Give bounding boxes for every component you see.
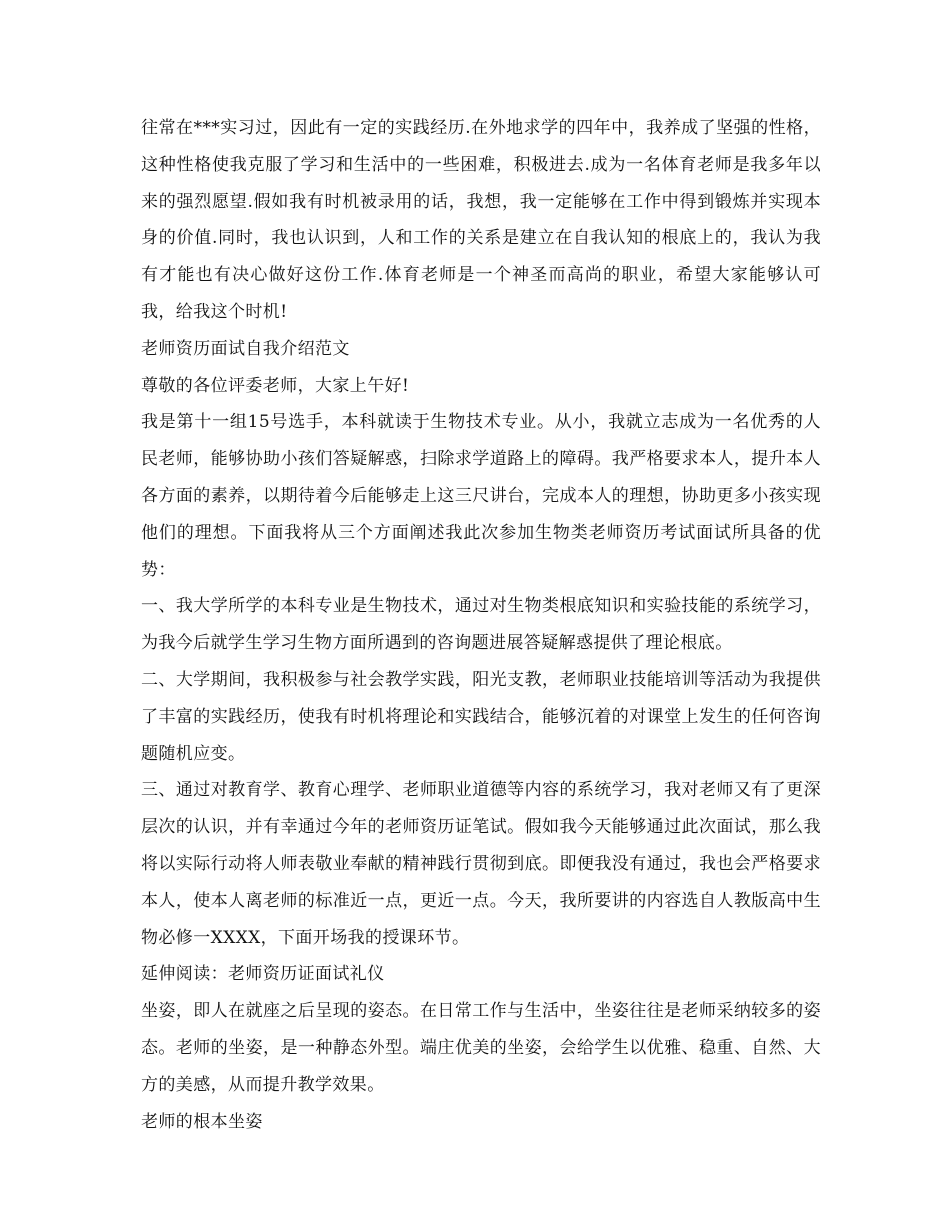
document-body bbox=[141, 110, 821, 1140]
paragraph-advantage-one: 一、我大学所学的本科专业是生物技术，通过对生物类根底知识和实验技能的系统学习，为我今后就学生学习生物方面所遇到的咨询题进展答疑解惑提供了理论根底。 bbox=[141, 596, 821, 654]
paragraph-advantage-three: 三、通过对教育学、教育心理学、老师职业道德等内容的系统学习，我对老师又有了更深层次的认识，并有幸通过今年的老师资历证笔试。假如我今天能够通过此次面试，那么我将以实际行动将人师表敬业奉献的精神践行贯彻到底。即便我没有通过，我也会严格要求本人，使本人离老师的标准近一点，更近一点。今天，我所要讲的内容选自人教版高中生物必修一XXXX，下面开场我的授课环节。 bbox=[141, 780, 821, 948]
section-heading-further-reading: 延伸阅读：老师资历证面试礼仪 bbox=[141, 964, 385, 985]
paragraph-self-introduction: 我是第十一组15号选手，本科就读于生物技术专业。从小，我就立志成为一名优秀的人民老师，能够协助小孩们答疑解惑，扫除求学道路上的障碍。我严格要求本人，提升本人各方面的素养，以期待着今后能够走上这三尺讲台，完成本人的理想，协助更多小孩实现他们的理想。下面我将从三个方面阐述我此次参加生物类老师资历考试面试所具备的优势： bbox=[141, 412, 821, 580]
paragraph-sitting-posture: 坐姿，即人在就座之后呈现的姿态。在日常工作与生活中，坐姿往往是老师采纳较多的姿态。老师的坐姿，是一种静态外型。端庄优美的坐姿，会给学生以优雅、稳重、自然、大方的美感，从而提升教学效果。 bbox=[141, 1001, 821, 1095]
paragraph-advantage-two: 二、大学期间，我积极参与社会教学实践，阳光支教，老师职业技能培训等活动为我提供了丰富的实践经历，使我有时机将理论和实践结合，能够沉着的对课堂上发生的任何咨询题随机应变。 bbox=[141, 669, 821, 764]
section-heading-self-introduction: 老师资历面试自我介绍范文 bbox=[141, 338, 350, 359]
section-heading-basic-posture: 老师的根本坐姿 bbox=[141, 1111, 263, 1132]
paragraph-intro-continuation: 往常在***实习过，因此有一定的实践经历.在外地求学的四年中，我养成了坚强的性格，这种性格使我克服了学习和生活中的一些困难，积极进去.成为一名体育老师是我多年以来的强烈愿望.假如我有时机被录用的话，我想，我一定能够在工作中得到锻炼并实现本身的价值.同时，我也认识到，人和工作的关系是建立在自我认知的根底上的，我认为我有才能也有决心做好这份工作.体育老师是一个神圣而高尚的职业，希望大家能够认可我，给我这个时机! bbox=[141, 118, 821, 322]
greeting-line: 尊敬的各位评委老师，大家上午好! bbox=[141, 375, 410, 396]
